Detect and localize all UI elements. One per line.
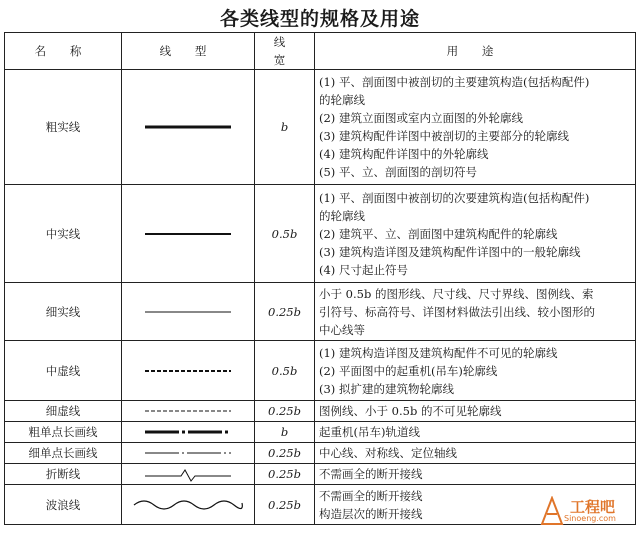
table-row <box>5 443 636 464</box>
break-line-icon <box>143 466 233 482</box>
row-usage: 不需画全的断开接线 <box>315 464 636 485</box>
row-width: 0.25b <box>255 443 315 464</box>
table-row <box>5 464 636 485</box>
row-name: 粗实线 <box>5 70 122 185</box>
row-name: 细单点长画线 <box>5 443 122 464</box>
row-usage: (1) 平、剖面图中被剖切的主要建筑构造(包括构配件) 的轮廓线 (2) 建筑立面图或室内立面图的外轮廓线 (3) 建筑构配件详图中被剖切的主要部分的轮廓线 (4) 建筑构配件详图中的外轮廓线 (5) 平、立、剖面图的剖切符号 <box>315 70 636 185</box>
row-name: 细实线 <box>5 283 122 341</box>
thin-solid-line-icon <box>143 308 233 316</box>
header-usage: 用 途 <box>315 33 636 70</box>
row-width: 0.25b <box>255 401 315 422</box>
row-usage: (1) 建筑构造详图及建筑构配件不可见的轮廓线 (2) 平面图中的起重机(吊车)轮廓线 (3) 拟扩建的建筑物轮廓线 <box>315 341 636 401</box>
row-name: 中实线 <box>5 185 122 283</box>
row-name: 细虚线 <box>5 401 122 422</box>
table-row <box>5 185 636 283</box>
thick-solid-line-icon <box>143 123 233 131</box>
row-name: 中虚线 <box>5 341 122 401</box>
medium-solid-line-icon <box>143 230 233 238</box>
watermark-logo-icon <box>540 496 564 526</box>
row-width: 0.25b <box>255 283 315 341</box>
row-usage: 中心线、对称线、定位轴线 <box>315 443 636 464</box>
row-usage: 小于 0.5b 的图形线、尺寸线、尺寸界线、图例线、索 引符号、标高符号、详图材料做法引出线、较小图形的 中心线等 <box>315 283 636 341</box>
page-title: 各类线型的规格及用途 <box>219 8 420 30</box>
watermark-sub: Sinoeng.com <box>564 514 616 523</box>
row-name: 折断线 <box>5 464 122 485</box>
row-usage: 不需画全的断开接线 构造层次的断开接线 <box>315 485 636 525</box>
row-width: 0.5b <box>255 185 315 283</box>
row-width: b <box>255 422 315 443</box>
table-row <box>5 401 636 422</box>
row-usage: 图例线、小于 0.5b 的不可见轮廓线 <box>315 401 636 422</box>
table-row <box>5 341 636 401</box>
table-header-row <box>5 33 636 70</box>
medium-dashed-line-icon <box>143 367 233 375</box>
row-width: 0.25b <box>255 485 315 525</box>
row-width: 0.5b <box>255 341 315 401</box>
row-width: b <box>255 70 315 185</box>
table-row <box>5 70 636 185</box>
row-usage: (1) 平、剖面图中被剖切的次要建筑构造(包括构配件) 的轮廓线 (2) 建筑平、立、剖面图中建筑构配件的轮廓线 (3) 建筑构造详图及建筑构配件详图中的一般轮廓线 (4) 尺寸起止符号 <box>315 185 636 283</box>
header-name: 名 称 <box>5 33 122 70</box>
row-name: 粗单点长画线 <box>5 422 122 443</box>
header-linetype: 线 型 <box>122 33 255 70</box>
thick-dash-dot-line-icon <box>143 428 233 436</box>
line-type-table <box>4 32 636 525</box>
thin-dashed-line-icon <box>143 407 233 415</box>
watermark-text: 工程吧 <box>570 498 616 516</box>
wavy-line-icon <box>132 497 244 513</box>
row-name: 波浪线 <box>5 485 122 525</box>
row-width: 0.25b <box>255 464 315 485</box>
thin-dash-dot-line-icon <box>143 449 233 457</box>
table-row <box>5 283 636 341</box>
header-width: 线 宽 <box>255 33 315 70</box>
watermark <box>540 494 632 528</box>
table-row <box>5 422 636 443</box>
row-usage: 起重机(吊车)轨道线 <box>315 422 636 443</box>
